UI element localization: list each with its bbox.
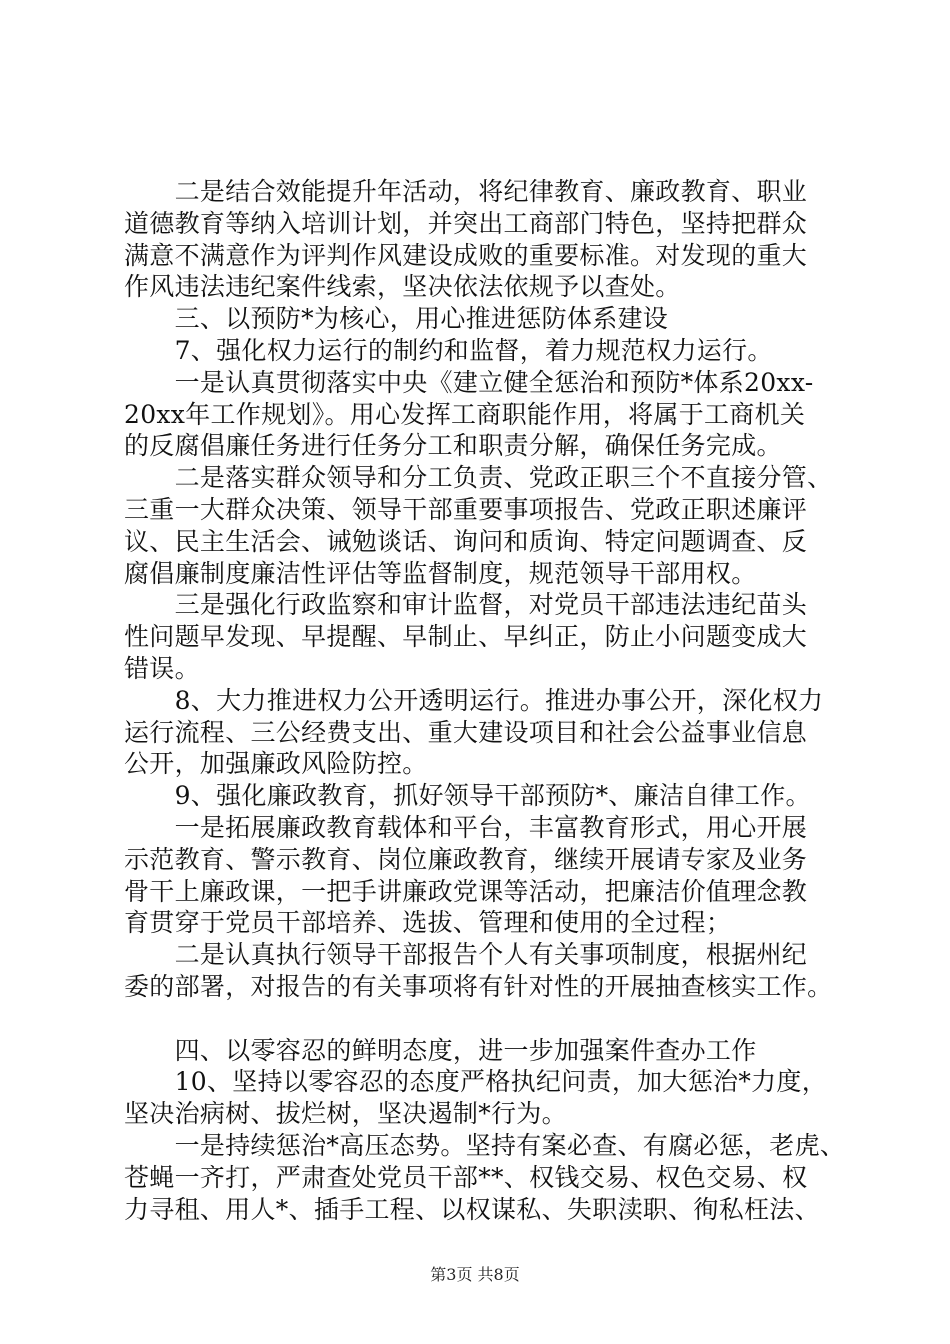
text-line: 三重一大群众决策、领导干部重要事项报告、党政正职述廉评 xyxy=(124,494,808,524)
text-line: 9、强化廉政教育，抓好领导干部预防*、廉洁自律工作。 xyxy=(124,781,811,811)
text-line: 20xx年工作规划》。用心发挥工商职能作用，将属于工商机关 xyxy=(124,399,806,429)
text-line: 议、民主生活会、诫勉谈话、询问和质询、特定问题调查、反 xyxy=(124,526,808,556)
text-line: 一是持续惩治*高压态势。坚持有案必查、有腐必惩，老虎、 xyxy=(124,1130,846,1160)
text-line: 苍蝇一齐打，严肃查处党员干部**、权钱交易、权色交易、权 xyxy=(124,1162,808,1192)
text-line: 二是结合效能提升年活动，将纪律教育、廉政教育、职业 xyxy=(124,177,808,206)
text-line: 错误。 xyxy=(124,653,200,683)
text-line: 二是认真执行领导干部报告个人有关事项制度，根据州纪 xyxy=(124,940,808,970)
blank-line xyxy=(124,1003,836,1035)
text-line: 8、大力推进权力公开透明运行。推进办事公开，深化权力 xyxy=(124,685,824,715)
text-line: 作风违法违纪案件线索，坚决依法依规予以查处。 xyxy=(124,272,681,302)
page-number: 第3页 共8页 xyxy=(430,1265,520,1284)
text-line: 10、坚持以零容忍的态度严格执纪问责，加大惩治*力度， xyxy=(124,1067,828,1097)
text-line: 育贯穿于党员干部培养、选拔、管理和使用的全过程； xyxy=(124,908,732,938)
text-line: 委的部署，对报告的有关事项将有针对性的开展抽查核实工作。 xyxy=(124,971,833,1001)
text-line: 二是落实群众领导和分工负责、党政正职三个不直接分管、 xyxy=(124,463,833,493)
text-line: 的反腐倡廉任务进行任务分工和职责分解，确保任务完成。 xyxy=(124,431,782,461)
text-line: 一是拓展廉政教育载体和平台，丰富教育形式，用心开展 xyxy=(124,812,808,842)
text-line: 示范教育、警示教育、岗位廉政教育，继续开展请专家及业务 xyxy=(124,844,808,874)
text-line: 腐倡廉制度廉洁性评估等监督制度，规范领导干部用权。 xyxy=(124,558,757,588)
text-line: 公开，加强廉政风险防控。 xyxy=(124,749,428,779)
section-heading: 三、以预防*为核心，用心推进惩防体系建设 xyxy=(124,304,669,334)
text-line: 道德教育等纳入培训计划，并突出工商部门特色，坚持把群众 xyxy=(124,208,808,238)
text-line: 力寻租、用人*、插手工程、以权谋私、失职渎职、徇私枉法、 xyxy=(124,1194,820,1224)
text-line: 性问题早发现、早提醒、早制止、早纠正，防止小问题变成大 xyxy=(124,622,808,652)
document-body xyxy=(124,176,846,1225)
text-line: 坚决治病树、拔烂树，坚决遏制*行为。 xyxy=(124,1099,567,1129)
text-line: 一是认真贯彻落实中央《建立健全惩治和预防*体系20xx- xyxy=(124,367,814,397)
text-line: 三是强化行政监察和审计监督，对党员干部违法违纪苗头 xyxy=(124,590,808,620)
section-heading: 四、以零容忍的鲜明态度，进一步加强案件查办工作 xyxy=(124,1035,757,1065)
text-line: 运行流程、三公经费支出、重大建设项目和社会公益事业信息 xyxy=(124,717,808,747)
text-line: 骨干上廉政课，一把手讲廉政党课等活动，把廉洁价值理念教 xyxy=(124,876,808,906)
text-line: 7、强化权力运行的制约和监督，着力规范权力运行。 xyxy=(124,335,773,365)
text-line: 满意不满意作为评判作风建设成败的重要标准。对发现的重大 xyxy=(124,240,808,270)
